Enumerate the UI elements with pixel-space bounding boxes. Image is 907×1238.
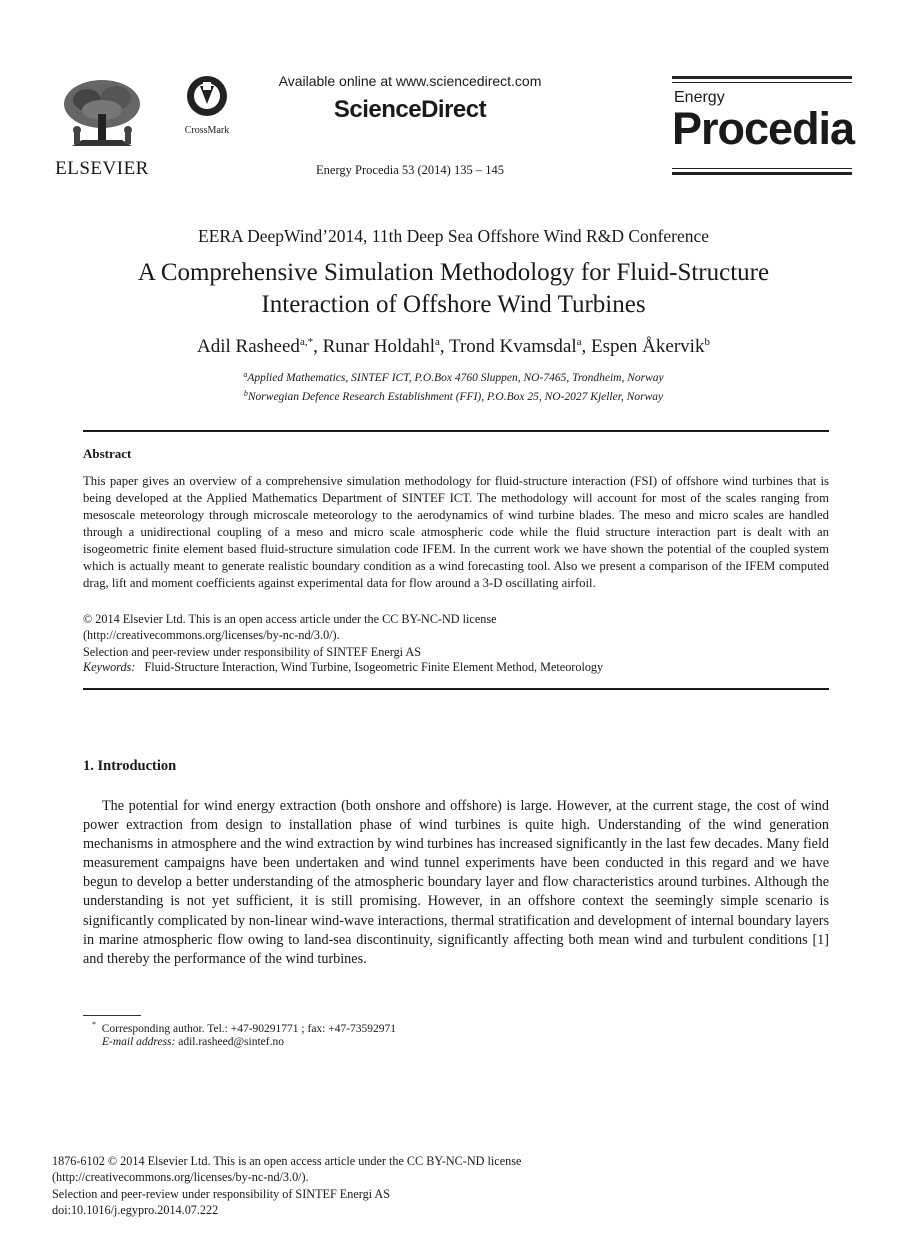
footer-doi[interactable]: doi:10.1016/j.egypro.2014.07.222 (52, 1203, 219, 1217)
affiliation-text: Norwegian Defence Research Establishment (FFI), P.O.Box 25, NO-2027 Kjeller, Norway (247, 391, 664, 403)
keywords-label: Keywords: (83, 660, 136, 674)
footnote-corresponding (92, 1020, 396, 1035)
keywords-list: Fluid-Structure Interaction, Wind Turbine, Isogeometric Finite Element Method, Meteorology (144, 660, 604, 674)
author-affil-mark: a,* (299, 336, 314, 348)
crossmark-label: CrossMark (184, 125, 230, 136)
sciencedirect-brand[interactable]: ScienceDirect (333, 96, 487, 123)
author-name: Adil Rasheed (197, 336, 300, 357)
affiliation-text: Applied Mathematics, SINTEF ICT, P.O.Box 4760 Sluppen, NO-7465, Trondheim, Norway (247, 372, 664, 384)
publisher-name: ELSEVIER (55, 158, 149, 179)
logo-rule (672, 172, 852, 175)
logo-rule (672, 168, 852, 169)
elsevier-tree-icon (52, 74, 152, 154)
abstract-top-rule (83, 430, 829, 432)
crossmark-badge[interactable] (176, 74, 238, 134)
logo-rule (672, 82, 852, 83)
author-separator: , (581, 336, 591, 357)
license-link[interactable]: (http://creativecommons.org/licenses/by-nc-nd/3.0/). (83, 628, 340, 642)
introduction-paragraph: The potential for wind energy extraction (both onshore and offshore) is large. However, at the current stage, the cost of wind power extraction from design to installation phase of wind turbines is quite high. Understanding of the wind generation mechanisms in atmosphere and the wind extraction by wind turbines has increased significantly in the last few decades. Many field measurement campaigns have been undertaken and wind tunnel experiments have been conducted in this regard and we have begun to develop a better understanding of the atmospheric boundary layer and flow characteristics around turbines. Although the understanding is not yet sufficient, it is still promising. However, in an offshore context the seemingly simple scenario is significantly complicated by non-linear wind-wave interactions, thermal stratification and development of internal boundary layers in marine atmospheric flow owing to land-sea discontinuity, significantly affecting both mean wind and turbulent conditions [1] and thereby the performance of the wind turbines. (83, 798, 829, 967)
crossmark-icon (185, 74, 229, 118)
conference-name: EERA DeepWind’2014, 11th Deep Sea Offshore Wind R&D Conference (198, 226, 709, 246)
author-name: Espen Åkervik (591, 336, 705, 357)
affiliation (0, 386, 907, 405)
footnote-rule (83, 1015, 141, 1016)
title-line-2: Interaction of Offshore Wind Turbines (261, 291, 646, 318)
keywords-line (83, 659, 829, 675)
affiliation-mark: b (243, 389, 248, 398)
author-separator: , (439, 336, 450, 357)
elsevier-logo (52, 74, 152, 178)
affiliation-mark: a (243, 370, 248, 379)
available-online-text: Available online at www.sciencedirect.com (278, 73, 542, 89)
paper-title (0, 257, 907, 321)
abstract-body: This paper gives an overview of a comprehensive simulation methodology for fluid-structure interaction (FSI) of offshore wind turbines that is being developed at the Applied Mathematics Department of SINTEF ICT. The methodology will account for most of the scales ranging from mesoscale meteorology through microscale meteorology to the aerodynamics of wind turbine blades. The meso and micro scales are handled through a unidirectional coupling of a meso and micro scale atmospheric code while the fluid structure interaction part is dealt with an isogeometric finite element based fluid-structure simulation code IFEM. In the current work we have shown the potential of the coupled system which is actually meant to generate realistic boundary condition as a wind forecasting tool. Also we present a comparison of the IFEM computed drag, lift and moment coefficients against experimental data for flow around a 3-D oscillating airfoil. (83, 474, 829, 590)
author-affil-mark: a (434, 336, 440, 348)
peer-review-line: Selection and peer-review under responsibility of SINTEF Energi AS (83, 645, 421, 659)
email-label: E-mail address: (102, 1036, 176, 1048)
footnote-email (102, 1036, 284, 1048)
author-name: Runar Holdahl (322, 336, 435, 357)
journal-reference: Energy Procedia 53 (2014) 135 – 145 (316, 163, 504, 177)
abstract-bottom-rule (83, 688, 829, 690)
journal-logo (672, 76, 855, 176)
author-list (0, 336, 907, 358)
affiliations (0, 367, 907, 405)
journal-logo-top: Energy (674, 89, 725, 106)
section-heading-introduction: 1. Introduction (83, 758, 177, 774)
footer-issn-line: 1876-6102 © 2014 Elsevier Ltd. This is an open access article under the CC BY-NC-ND license (52, 1154, 522, 1168)
author-affil-mark: a (576, 336, 582, 348)
author-affil-mark: b (704, 336, 710, 348)
abstract-heading: Abstract (83, 446, 132, 461)
footer-peer-review: Selection and peer-review under responsibility of SINTEF Energi AS (52, 1187, 390, 1201)
corresponding-author-text: Corresponding author. Tel.: +47-90291771 ; fax: +47-73592971 (101, 1022, 397, 1035)
author-name: Trond Kvamsdal (449, 336, 577, 357)
footnote-mark: * (92, 1020, 96, 1029)
copyright-line: © 2014 Elsevier Ltd. This is an open access article under the CC BY-NC-ND license (83, 612, 497, 626)
title-line-1: A Comprehensive Simulation Methodology for Fluid-Structure (137, 259, 770, 286)
footer-license-link[interactable]: (http://creativecommons.org/licenses/by-nc-nd/3.0/). (52, 1170, 309, 1184)
logo-rule (672, 76, 852, 79)
affiliation (0, 367, 907, 386)
email-address[interactable]: adil.rasheed@sintef.no (178, 1036, 284, 1048)
author-separator: , (313, 336, 323, 357)
journal-logo-main: Procedia (672, 103, 855, 154)
